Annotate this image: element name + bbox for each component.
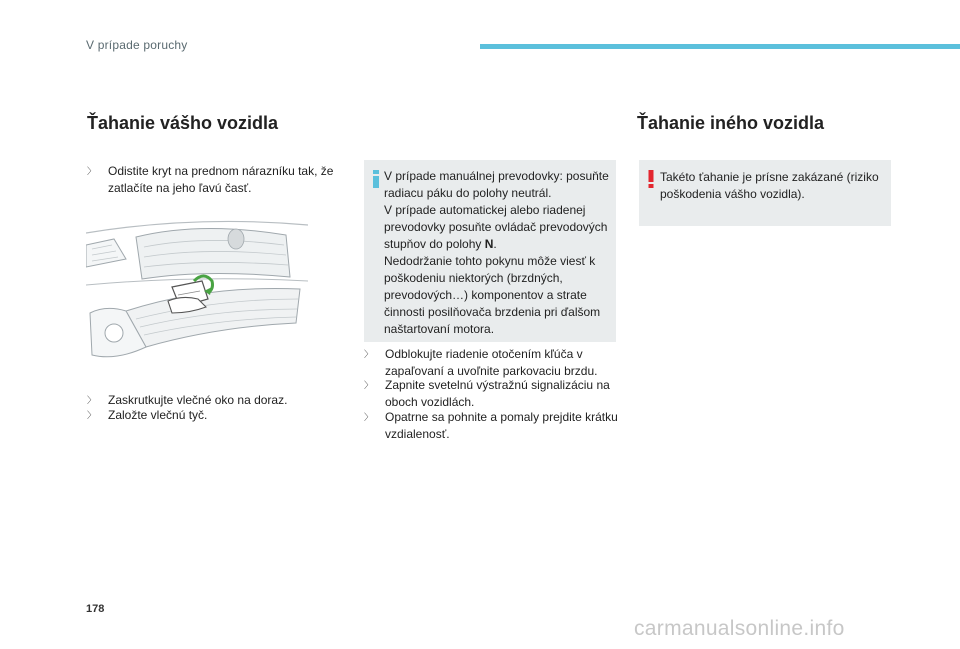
step-text: Odistite kryt na prednom nárazníku tak, že zatlačíte na jeho ľavú časť. (108, 164, 334, 195)
list-item (87, 407, 347, 424)
step-text: Založte vlečnú tyč. (108, 408, 208, 422)
step-text: Zaskrutkujte vlečné oko na doraz. (108, 393, 288, 407)
arrow-bullet-icon: 〉 (87, 410, 97, 420)
info-text-automatic: V prípade automatickej alebo riadenej prevodovky posuňte ovládač prevodových stupňov do polohy N. (384, 203, 608, 251)
arrow-bullet-icon: 〉 (87, 166, 97, 176)
arrow-bullet-icon: 〉 (364, 380, 374, 390)
header-accent-bar (480, 44, 960, 49)
info-box (364, 160, 616, 342)
section-title: V prípade poruchy (86, 38, 188, 52)
warning-box (639, 160, 891, 226)
step-text: Odblokujte riadenie otočením kľúča v zapaľovaní a uvoľnite parkovaciu brzdu. (385, 347, 598, 378)
watermark: carmanualsonline.info (634, 617, 845, 640)
arrow-bullet-icon: 〉 (364, 412, 374, 422)
car-front-bumper-illustration (86, 215, 308, 371)
arrow-bullet-icon: 〉 (364, 349, 374, 359)
warning-icon (647, 170, 655, 188)
step-text: Zapnite svetelnú výstražnú signalizáciu na oboch vozidlách. (385, 378, 610, 409)
step-text: Opatrne sa pohnite a pomaly prejdite krátku vzdialenosť. (385, 410, 618, 441)
heading-towing-own-vehicle: Ťahanie vášho vozidla (87, 113, 279, 133)
list-item (364, 377, 618, 411)
list-item (87, 163, 347, 197)
page-number: 178 (86, 603, 105, 615)
list-item (364, 346, 618, 380)
warning-text: Takéto ťahanie je prísne zakázané (riziko poškodenia vášho vozidla). (660, 170, 879, 201)
arrow-bullet-icon: 〉 (87, 395, 97, 405)
info-text-warning: Nedodržanie tohto pokynu môže viesť k poškodeniu niektorých (brzdných, prevodových…) komponentov a strate činnosti posilňovača brzdenia pri ďalšom naštartovaní motora. (384, 254, 601, 336)
info-icon (372, 170, 380, 188)
list-item (364, 409, 618, 443)
heading-towing-other-vehicle: Ťahanie iného vozidla (637, 113, 825, 133)
info-text-manual: V prípade manuálnej prevodovky: posuňte radiacu páku do polohy neutrál. (384, 169, 609, 200)
